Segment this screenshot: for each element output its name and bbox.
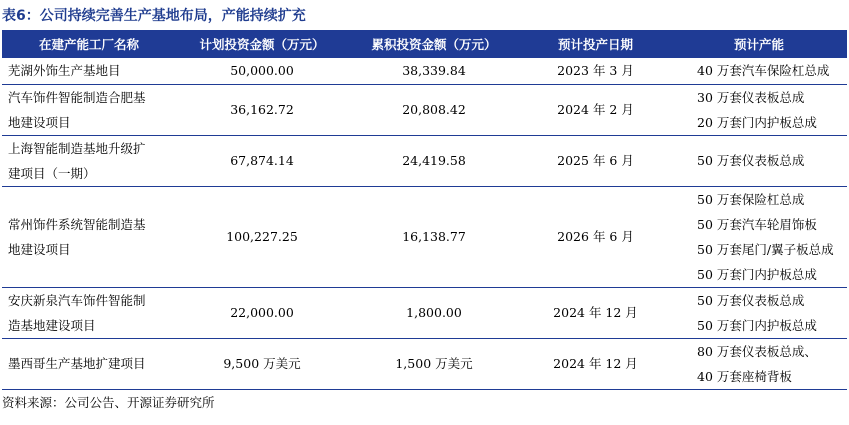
table-header-row (2, 30, 847, 58)
source-note: 资料来源：公司公告、开源证券研究所 (2, 395, 215, 410)
planned-investment-cell: 100,227.25 (176, 186, 348, 287)
cumulative-investment-cell: 38,339.84 (348, 58, 520, 84)
factory-name-line: 造基地建设项目 (8, 317, 96, 333)
factory-name-line: 安庆新泉汽车饰件智能制 (8, 292, 146, 308)
header-cumulative-investment: 累积投资金额（万元） (348, 30, 520, 58)
capacity-cell (671, 338, 847, 389)
table-row (2, 135, 847, 186)
capacity-cell (671, 135, 847, 186)
header-planned-investment: 计划投资金额（万元） (176, 30, 348, 58)
production-date-cell: 2024 年 12 月 (520, 338, 671, 389)
table-row (2, 58, 847, 84)
factory-name-line: 建项目（一期） (8, 165, 96, 181)
factory-name-cell (2, 84, 176, 135)
planned-investment-cell: 22,000.00 (176, 287, 348, 338)
factory-name-cell (2, 58, 176, 84)
cumulative-investment-cell: 20,808.42 (348, 84, 520, 135)
planned-investment-cell: 50,000.00 (176, 58, 348, 84)
capacity-line: 80 万套仪表板总成、 (697, 343, 817, 359)
capacity-line: 50 万套仪表板总成 (697, 153, 805, 168)
factory-name-line: 墨西哥生产基地扩建项目 (8, 356, 146, 371)
planned-investment-cell: 36,162.72 (176, 84, 348, 135)
capacity-cell (671, 84, 847, 135)
capacity-line: 50 万套仪表板总成 (697, 292, 805, 308)
table-row (2, 338, 847, 389)
capacity-line: 50 万套尾门/翼子板总成 (697, 241, 834, 257)
cumulative-investment-cell: 24,419.58 (348, 135, 520, 186)
production-date-cell: 2023 年 3 月 (520, 58, 671, 84)
factory-name-cell (2, 287, 176, 338)
capacity-cell (671, 186, 847, 287)
capacity-line: 30 万套仪表板总成 (697, 89, 805, 105)
factory-name-cell (2, 338, 176, 389)
capacity-line: 20 万套门内护板总成 (697, 114, 817, 130)
capacity-cell (671, 58, 847, 84)
factory-name-line: 上海智能制造基地升级扩 (8, 140, 146, 156)
production-date-cell: 2026 年 6 月 (520, 186, 671, 287)
planned-investment-cell: 9,500 万美元 (176, 338, 348, 389)
header-factory-name: 在建产能工厂名称 (2, 30, 176, 58)
factory-name-cell (2, 135, 176, 186)
capacity-table (2, 30, 847, 390)
table-row (2, 287, 847, 338)
factory-name-line: 常州饰件系统智能制造基 (8, 216, 146, 232)
planned-investment-cell: 67,874.14 (176, 135, 348, 186)
header-capacity: 预计产能 (671, 30, 847, 58)
table-row (2, 186, 847, 287)
factory-name-line: 地建设项目 (8, 114, 71, 130)
production-date-cell: 2024 年 12 月 (520, 287, 671, 338)
capacity-line: 50 万套门内护板总成 (697, 317, 817, 333)
production-date-cell: 2024 年 2 月 (520, 84, 671, 135)
capacity-line: 50 万套汽车轮眉饰板 (697, 216, 817, 232)
factory-name-line: 地建设项目 (8, 241, 71, 257)
capacity-line: 50 万套保险杠总成 (697, 191, 805, 207)
factory-name-line: 汽车饰件智能制造合肥基 (8, 89, 146, 105)
factory-name-cell (2, 186, 176, 287)
production-date-cell: 2025 年 6 月 (520, 135, 671, 186)
capacity-line: 40 万套汽车保险杠总成 (697, 63, 830, 79)
capacity-line: 40 万套座椅背板 (697, 368, 792, 384)
cumulative-investment-cell: 1,500 万美元 (348, 338, 520, 389)
header-production-date: 预计投产日期 (520, 30, 671, 58)
table-row (2, 84, 847, 135)
capacity-cell (671, 287, 847, 338)
capacity-line: 50 万套门内护板总成 (697, 266, 817, 282)
factory-name-line: 芜湖外饰生产基地目 (8, 63, 121, 79)
table-title: 表6：公司持续完善生产基地布局，产能持续扩充 (2, 8, 306, 24)
cumulative-investment-cell: 1,800.00 (348, 287, 520, 338)
cumulative-investment-cell: 16,138.77 (348, 186, 520, 287)
